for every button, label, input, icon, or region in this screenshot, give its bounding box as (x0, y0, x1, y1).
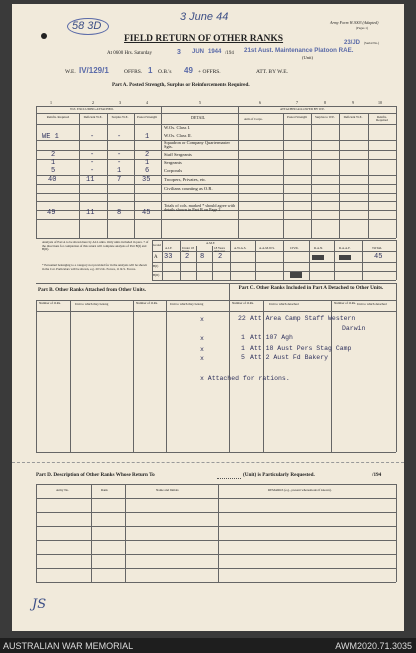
handwritten-circle (67, 18, 109, 35)
redacted-block (290, 272, 302, 278)
analysis-aif-value: 33 (164, 253, 173, 261)
part-d-col-name: Name and Initials (156, 488, 179, 492)
date-day: 3 (177, 49, 181, 56)
handwritten-date: 3 June 44 (180, 11, 229, 23)
serial-value: 23/JD (344, 40, 361, 46)
part-c-entry-1-mark: x (200, 316, 204, 323)
row-5-col-3: - (117, 159, 122, 167)
row-6-col-1: 5 (51, 167, 56, 175)
we-label: W.E. (65, 69, 76, 75)
we-value: IV/129/1 (79, 66, 109, 75)
part-a-heading: Part A. Posted Strength, Surplus or Reinforcements Required. (112, 82, 250, 88)
row-6-col-4: 6 (145, 167, 150, 175)
part-b-col-4: Unit to which they belong (170, 302, 204, 306)
analysis-row-b1: B(I) (153, 264, 159, 268)
analysis-row-b2: B(II) (153, 273, 160, 277)
archive-footer (0, 638, 416, 653)
col-number-10: 10 (378, 100, 382, 105)
part-d-col-rank: Rank (101, 488, 108, 492)
part-c-note: x Attached for rations. (200, 375, 290, 382)
part-d-heading: Part D. Description of Other Ranks Whose Return To (36, 472, 155, 478)
row-6-col-2: - (90, 167, 95, 175)
part-c-entry-1-unit: Att Area Camp Staff Western (250, 315, 356, 322)
personnel-note: * Personnel belonging to a category not provided for in the analysis will be shown in the Col. Particulars will be shown, e.g. 20 U.K. Forces, 11 R.S. Forces. (42, 263, 147, 271)
we-excluding-header: W.E. EXCLUDING ATTACHED. (70, 107, 114, 111)
row-2-col-1: WE 1 (42, 133, 59, 141)
row-5-col-1: 1 (51, 159, 56, 167)
col-number-4: 4 (146, 100, 148, 105)
subheader-arm: Arm of Corps. (244, 117, 263, 121)
totals-col-4: 45 (142, 209, 151, 217)
form-title: FIELD RETURN OF OTHER RANKS (124, 34, 284, 44)
subheader-reinfts: Reinfts. Required (46, 115, 70, 119)
row-4-col-2: - (90, 151, 95, 159)
subheader-deficient-2: Deficient W.E. (343, 115, 363, 119)
part-c-entry-1-unit2: Darwin (342, 325, 366, 332)
part-d-heading-2: (Unit) is Particularly Requested. (243, 472, 315, 478)
part-c-entry-3-unit: Att 18 Aust Pers Stag Camp (250, 345, 352, 352)
part-b-col-2: Unit to which they belong (75, 302, 109, 306)
att-label: ATT. BY W.E. (256, 69, 288, 75)
analysis-note: Analysis of Part A to be shown here by ALL units. Only units included in para. 7 of the directions for completion of this return will complete analysis of Part B(I) and B(II). (42, 240, 149, 252)
date-year: 1944 (208, 49, 222, 55)
offrs-label: OFFRS. (124, 69, 143, 75)
plus-offrs: + OFFRS. (198, 69, 221, 75)
part-c-col-3: Number of O.Rs. (334, 301, 356, 305)
date-month: JUN (192, 49, 205, 55)
row-4-col-4: 2 (145, 151, 150, 159)
part-c-entry-2-unit: Att 107 Agh (250, 334, 293, 341)
analysis-over18-value: 8 (200, 253, 205, 261)
col-number-2: 2 (92, 100, 94, 105)
form-id: Army Form W.3003 (Adapted) (330, 20, 379, 25)
serial-label: (Serial No.) (364, 41, 380, 45)
part-b-col-3: Number of O.Rs. (136, 301, 158, 305)
part-d-blank (217, 478, 241, 479)
detail-row-9: Totals of cols. marked * should agree with details shown in Part B on Page 2 (164, 203, 236, 213)
footer-left: AUSTRALIAN WAR MEMORIAL (3, 641, 134, 651)
at-label: At 0600 Hrs. Saturday (107, 51, 152, 56)
handwritten-number: 58 3D (72, 20, 102, 32)
ob-label: O.B.'s (158, 69, 172, 75)
row-7-col-4: 35 (142, 176, 151, 184)
signature: JS (32, 597, 47, 612)
detail-row-3: Squadron or Company Quartermaster Sgts. (164, 140, 230, 150)
analysis-amf-value: 2 (218, 253, 223, 261)
row-7-col-3: 7 (117, 176, 122, 184)
part-c-entry-4-unit: Att 2 Aust Fd Bakery (250, 354, 329, 361)
detail-row-8: Civilians counting as O.R. (164, 186, 213, 191)
col-number-3: 3 (119, 100, 121, 105)
row-7-col-1: 40 (48, 176, 57, 184)
col-number-6: 6 (259, 100, 261, 105)
col-number-9: 9 (352, 100, 354, 105)
part-c-heading: Part C. Other Ranks Included in Part A Detached to Other Units. (238, 285, 384, 291)
analysis-header-aif: A.I.F. (165, 246, 173, 250)
footer-right: AWM2020.71.3035 (335, 641, 412, 651)
form-sub: (Pages 1) (356, 26, 368, 30)
detail-row-2: W.Os. Class II. (164, 133, 192, 138)
col-number-1: 1 (50, 100, 52, 105)
analysis-header-over18: 18 Years and over (214, 246, 226, 254)
analysis-header-grand: Grand (153, 243, 161, 247)
analysis-header-ran: R.A.N. (314, 246, 324, 250)
detail-header: DETAIL (191, 115, 206, 120)
part-d-col-army-no: Army No. (56, 488, 69, 492)
subheader-surplus: Surplus W.E. (111, 115, 129, 119)
analysis-header-aamws: A.A.M.W.S. (259, 246, 275, 250)
analysis-header-raaf: R.A.A.F. (339, 246, 351, 250)
col-number-8: 8 (324, 100, 326, 105)
analysis-row-a: A (154, 255, 158, 260)
totals-col-2: 11 (86, 209, 95, 217)
part-c-entry-4-num: 5 (241, 354, 245, 361)
row-2-col-3: - (117, 133, 122, 141)
unit-value: 21st Aust. Maintenance Platoon RAE. (244, 47, 354, 54)
detail-row-1: W.Os. Class I. (164, 125, 191, 130)
analysis-header-total: TOTAL (372, 246, 383, 250)
analysis-header-awas: A.W.A.S. (234, 246, 247, 250)
subheader-surplus-2: Surplus to W.E. (314, 115, 335, 119)
analysis-under18-value: 2 (185, 253, 190, 261)
row-6-col-3: 1 (117, 167, 122, 175)
ob-value: 49 (184, 66, 193, 75)
part-c-entry-3-mark: x (200, 346, 204, 353)
row-7-col-2: 11 (86, 176, 95, 184)
unit-label: (Unit) (302, 55, 313, 60)
row-2-col-4: 1 (145, 133, 150, 141)
part-c-entry-3-num: 1 (241, 345, 245, 352)
row-2-col-2: - (90, 133, 95, 141)
redacted-block (312, 255, 324, 260)
redacted-block (339, 255, 351, 260)
subheader-posted-2: Posted Strength (286, 115, 308, 119)
subheader-deficient: Deficient W.E. (83, 115, 103, 119)
part-c-col-2: Unit to which detached (269, 302, 299, 306)
part-c-col-1: Number of O.Rs. (232, 301, 254, 305)
part-c-col-4: Unit to which detached (357, 302, 387, 306)
col-number-5: 5 (199, 100, 201, 105)
perforation-line (12, 462, 404, 463)
totals-col-1: 49 (47, 209, 56, 217)
part-c-entry-1-num: 22 (238, 315, 246, 322)
part-d-col-remarks: REMARKS (e.g., present whereabouts if known). (268, 488, 332, 492)
part-c-entry-2-num: 1 (241, 334, 245, 341)
part-bc-top-rule (36, 283, 396, 284)
punch-hole (41, 33, 47, 39)
col-number-7: 7 (296, 100, 298, 105)
detail-row-7: Troopers, Privates, etc. (164, 177, 207, 182)
subheader-reinfts-2: Reinfts. Required (376, 115, 388, 123)
analysis-total-value: 45 (374, 253, 383, 261)
form-sheet (12, 4, 404, 631)
year-printed: /194 (225, 51, 234, 56)
row-4-col-1: 2 (51, 151, 56, 159)
analysis-header-amf: A.M.F. (206, 241, 216, 245)
attached-allowed-header: ATTACHED ALLOWED BY W.E. (280, 107, 326, 111)
row-5-col-2: - (90, 159, 95, 167)
part-c-entry-4-mark: x (200, 355, 204, 362)
part-c-entry-2-mark: x (200, 335, 204, 342)
offrs-value: 1 (148, 66, 153, 75)
part-b-col-1: Number of O.Rs. (39, 301, 61, 305)
detail-row-4: Staff Sergeants (164, 152, 192, 157)
row-4-col-3: - (117, 151, 122, 159)
subheader-posted: Posted Strength (136, 115, 158, 119)
row-5-col-4: 1 (145, 159, 150, 167)
analysis-header-under18: Under 18 Years (182, 246, 194, 254)
part-b-heading: Part B. Other Ranks Attached from Other Units. (38, 287, 146, 293)
analysis-header-civil: CIVIL (290, 246, 299, 250)
totals-col-3: 8 (117, 209, 122, 217)
part-d-year: /194 (372, 472, 382, 478)
detail-row-5: Sergeants (164, 160, 182, 165)
detail-row-6: Corporals (164, 168, 183, 173)
